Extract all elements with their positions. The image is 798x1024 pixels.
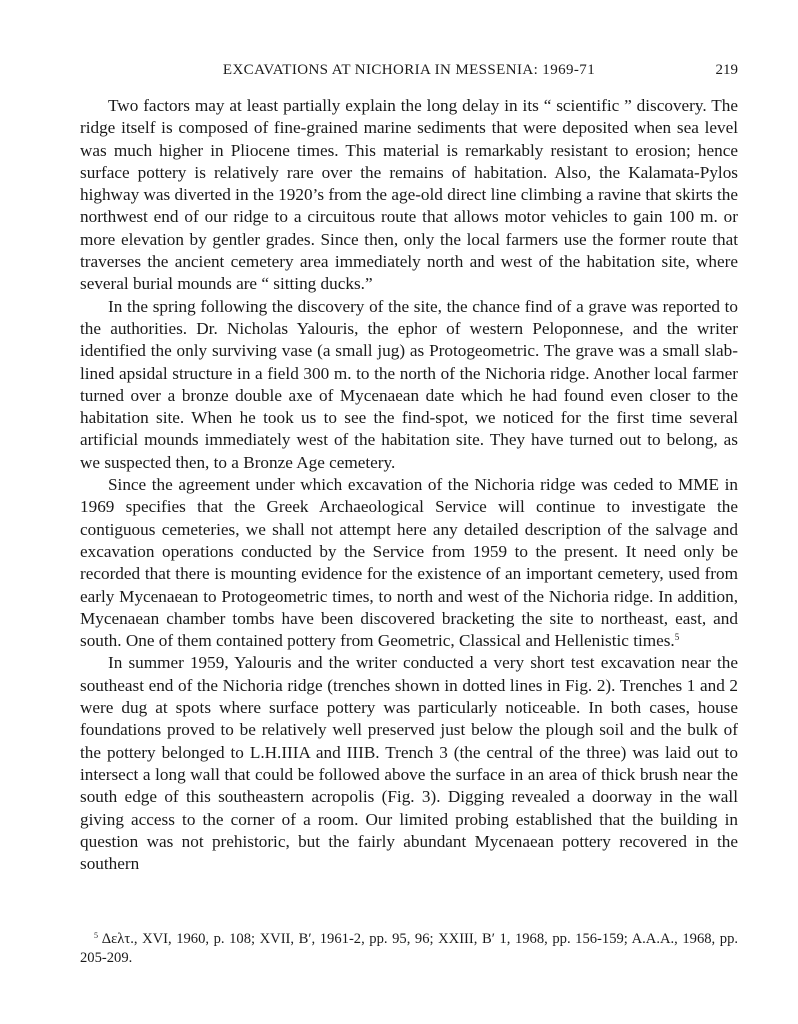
paragraph-text: In summer 1959, Yalouris and the writer conducted a very short test excavation near the southeast end of the Nichoria ridge (trenches shown in dotted lines in Fig. 2). Trenches 1 and 2 were dug at spots where surface pottery was particularly noticeable. In both cases, house foundations proved to be relatively well preserved just below the plough soil and the bulk of the pottery belonged to L.H.IIIA and IIIB. Trench 3 (the central of the three) was laid out to intersect a long wall that could be followed above the surface in an area of thick brush near the south edge of this southeastern acropolis (Fig. 3). Digging revealed a doorway in the wall giving access to the corner of a room. Our limited probing established that the building in question was not prehistoric, but the fairly abundant Mycenaean pottery recovered in the southern xyxy=(80,653,738,874)
paragraph-text: Since the agreement under which excavation of the Nichoria ridge was ceded to MME in 1969 specifies that the Greek Archaeological Service will continue to investigate the contiguous cemeteries, we shall not attempt here any detailed description of the salvage and excavation operations conducted by the Service from 1959 to the present. It need only be recorded that there is mounting evidence for the existence of an important cemetery, used from early Mycenaean to Protogeometric times, to north and west of the Nichoria ridge. In addition, Mycenaean chamber tombs have been discovered bracketing the site to northeast, east, and south. One of them contained pottery from Geometric, Classical and Hellenistic times. xyxy=(80,475,738,651)
footnote-paragraph xyxy=(80,930,738,968)
paragraph xyxy=(80,296,738,474)
paragraph xyxy=(80,474,738,652)
paragraph-text: In the spring following the discovery of the site, the chance find of a grave was reported to the authorities. Dr. Nicholas Yalouris, the ephor of western Peloponnese, and the writer identified the only surviving vase (a small jug) as Protogeometric. The grave was a small slab-lined apsidal structure in a field 300 m. to the north of the Nichoria ridge. Another local farmer turned over a bronze double axe of Mycenaean date which he had found even closer to the habitation site. When he took us to see the find-spot, we noticed for the first time several artificial mounds immediately west of the habitation site. They have turned out to belong, as we suspected then, to a Bronze Age cemetery. xyxy=(80,296,738,472)
paragraph xyxy=(80,652,738,875)
running-head xyxy=(80,60,738,80)
page-number: 219 xyxy=(715,62,738,78)
body-text xyxy=(80,95,738,875)
footnote-number: 5 xyxy=(94,931,98,940)
paragraph xyxy=(80,95,738,296)
running-title: EXCAVATIONS AT NICHORIA IN MESSENIA: 1969-71 xyxy=(222,62,596,78)
footnote-reference[interactable]: 5 xyxy=(674,632,680,643)
paragraph-text: Two factors may at least partially explain the long delay in its “ scientific ” discovery. The ridge itself is composed of fine-grained marine sediments that were deposited when sea level was much higher in Pliocene times. This material is remarkably resistant to erosion; hence surface pottery is relatively rare over the remains of habitation. Also, the Kalamata-Pylos highway was diverted in the 1920’s from the age-old direct line climbing a ravine that skirts the northwest end of our ridge to a circuitous route that allows motor vehicles to gain 100 m. or more elevation by gentler grades. Since then, only the local farmers use the former route that traverses the ancient cemetery area immediately north and west of the habitation site, where several burial mounds are “ sitting ducks.” xyxy=(80,96,738,294)
footnote-text: Δελτ., XVI, 1960, p. 108; XVII, B′, 1961-2, pp. 95, 96; XXIII, B′ 1, 1968, pp. 156-159; A.A.A., 1968, pp. 205-209. xyxy=(80,931,739,966)
footnote xyxy=(80,930,738,968)
